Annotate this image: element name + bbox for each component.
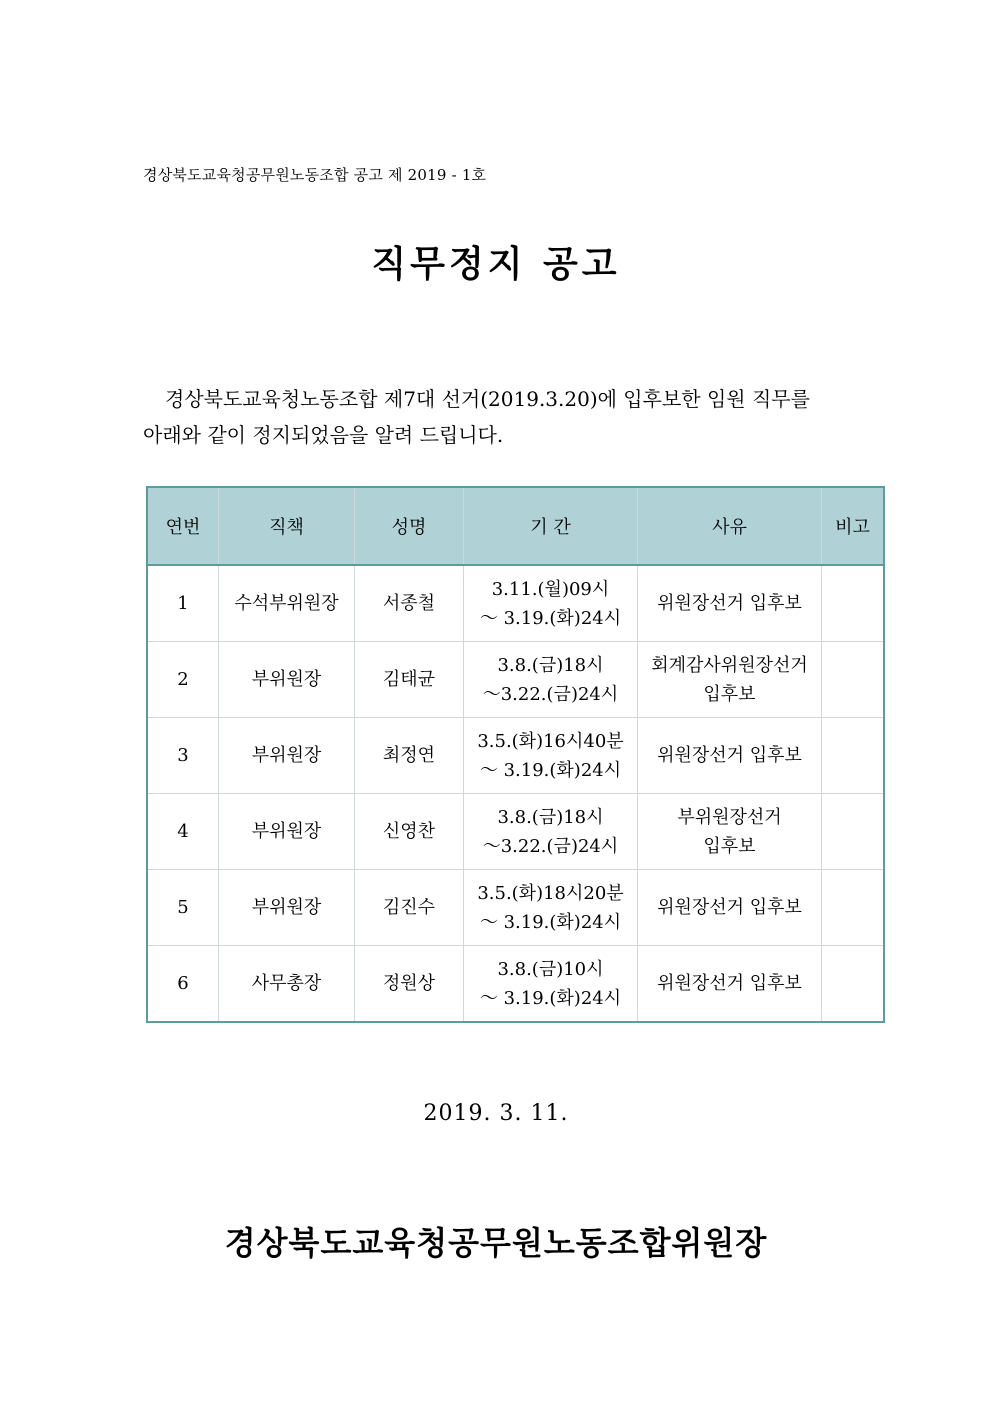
cell-name: 신영찬 [355,794,464,870]
period-end: ～ 3.19.(화)24시 [479,987,622,1009]
cell-note [822,565,885,642]
reason-line-1: 위원장선거 입후보 [657,973,802,994]
table-row [147,718,884,794]
reason-line-1: 부위원장선거 [677,806,782,828]
header-period: 기 간 [464,487,638,565]
cell-reason [638,642,822,718]
cell-period [464,946,638,1023]
cell-reason [638,794,822,870]
cell-position: 부위원장 [219,870,355,946]
header-no: 연번 [147,487,219,565]
reason-line-1: 위원장선거 입후보 [657,745,802,766]
cell-no: 4 [147,794,219,870]
reason-line-2: 입후보 [703,683,756,705]
cell-note [822,870,885,946]
reason-line-1: 위원장선거 입후보 [657,593,802,614]
period-start: 3.5.(화)18시20분 [477,882,624,904]
period-end: ～ 3.19.(화)24시 [479,911,622,933]
table-row [147,642,884,718]
cell-reason [638,946,822,1023]
notice-date: 2019. 3. 11. [423,1101,569,1126]
cell-note [822,946,885,1023]
period-start: 3.11.(월)09시 [491,578,610,600]
cell-reason [638,718,822,794]
period-end: ～ 3.19.(화)24시 [479,759,622,781]
period-end: ～3.22.(금)24시 [482,835,619,857]
cell-no: 3 [147,718,219,794]
intro-line-1: 경상북도교육청노동조합 제7대 선거(2019.3.20)에 입후보한 임원 직무를 [165,387,810,411]
reason-line-2: 입후보 [703,835,756,857]
cell-position: 부위원장 [219,794,355,870]
intro-line-2: 아래와 같이 정지되었음을 알려 드립니다. [143,423,504,447]
cell-position: 수석부위원장 [219,565,355,642]
period-end: ～3.22.(금)24시 [482,683,619,705]
suspension-table [146,486,885,1023]
cell-period [464,565,638,642]
document-number: 경상북도교육청공무원노동조합 공고 제 2019 - 1호 [143,166,487,184]
cell-note [822,642,885,718]
cell-name: 김태균 [355,642,464,718]
cell-no: 5 [147,870,219,946]
cell-note [822,794,885,870]
period-end: ～ 3.19.(화)24시 [479,607,622,629]
cell-period [464,870,638,946]
table-header-row [147,487,884,565]
table-row [147,870,884,946]
header-reason: 사유 [638,487,822,565]
cell-period [464,718,638,794]
period-start: 3.8.(금)10시 [497,958,604,980]
cell-period [464,794,638,870]
cell-name: 최정연 [355,718,464,794]
document-title: 직무정지 공고 [371,243,621,285]
table-row [147,794,884,870]
intro-paragraph [143,381,873,453]
cell-position: 부위원장 [219,718,355,794]
period-start: 3.5.(화)16시40분 [477,730,624,752]
cell-no: 2 [147,642,219,718]
cell-name: 김진수 [355,870,464,946]
table-row [147,946,884,1023]
signatory: 경상북도교육청공무원노동조합위원장 [224,1224,768,1262]
reason-line-1: 위원장선거 입후보 [657,897,802,918]
cell-name: 정원상 [355,946,464,1023]
cell-name: 서종철 [355,565,464,642]
header-note: 비고 [822,487,885,565]
cell-position: 부위원장 [219,642,355,718]
cell-reason [638,565,822,642]
cell-period [464,642,638,718]
period-start: 3.8.(금)18시 [497,654,604,676]
period-start: 3.8.(금)18시 [497,806,604,828]
header-name: 성명 [355,487,464,565]
table-row [147,565,884,642]
cell-note [822,718,885,794]
cell-reason [638,870,822,946]
cell-position: 사무총장 [219,946,355,1023]
reason-line-1: 회계감사위원장선거 [651,654,808,676]
cell-no: 1 [147,565,219,642]
header-position: 직책 [219,487,355,565]
cell-no: 6 [147,946,219,1023]
